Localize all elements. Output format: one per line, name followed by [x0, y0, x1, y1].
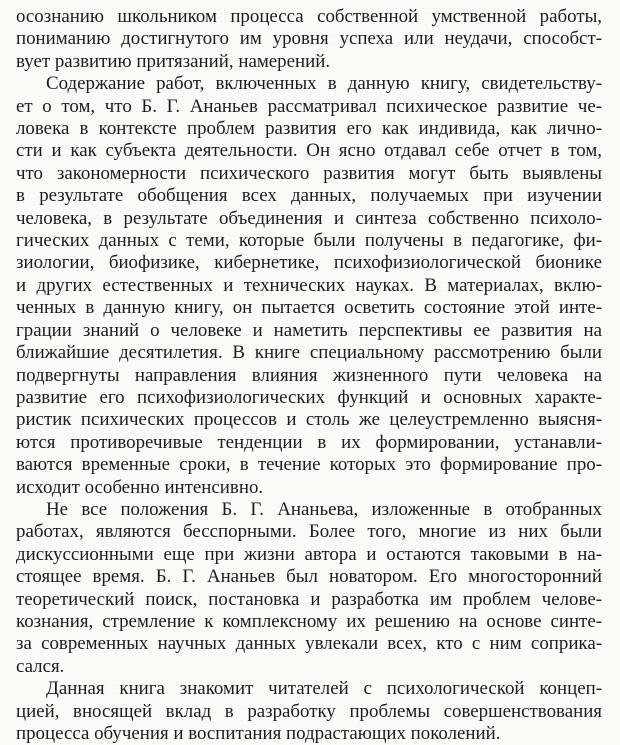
text-line: работах, являются бесспорными. Более того, многие из них были — [16, 521, 602, 543]
text-line: осознанию школьником процесса собственной умственной работы, — [16, 6, 602, 27]
text-line: сти и как субъекта деятельности. Он ясно отдавал себе отчет в том, — [16, 140, 602, 162]
text-line: человека, в результате объединения и синтеза собственно психоло- — [16, 207, 602, 229]
text-line: сался. — [16, 655, 65, 677]
text-line: за современных научных данных увлекали всех, кто с ним соприка- — [16, 633, 602, 655]
paragraph-1 — [16, 6, 602, 73]
text-line: вует развитию притязаний, намерений. — [16, 50, 331, 72]
text-line: цией, вносящей вклад в разработку проблемы совершенствования — [16, 700, 602, 722]
text-line: кознания, стремление к комплексному их решению на основе синте- — [16, 610, 602, 632]
text-line: зиологии, биофизике, кибернетике, психофизиологической бионике — [16, 252, 602, 274]
text-line: дискуссионными еще при жизни автора и остаются таковыми в на- — [16, 543, 602, 565]
text-line: ближайшие десятилетия. В книге специальному рассмотрению были — [16, 342, 602, 364]
text-line: Не все положения Б. Г. Ананьева, изложенные в отобранных — [46, 498, 602, 520]
text-line: ченных в данную книгу, он пытается осветить состояние этой инте- — [16, 297, 602, 319]
text-line: исходит особенно интенсивно. — [16, 476, 264, 498]
text-line: теоретический поиск, постановка и разработка им проблем челове- — [16, 588, 602, 610]
text-line: ристик психических процессов и столь же целеустремленно выясня- — [16, 409, 602, 431]
text-line: Данная книга знакомит читателей с психологической концеп- — [46, 678, 602, 700]
text-line: ваются временные сроки, в течение которых это формирование про- — [16, 454, 602, 476]
text-line: подвергнуты направления влияния жизненного пути человека на — [16, 364, 602, 386]
text-line: процесса обучения и воспитания подрастающих поколений. — [16, 723, 501, 744]
paragraph-4 — [16, 678, 602, 745]
paragraph-3 — [16, 499, 602, 678]
text-line: что закономерности психического развития могут быть выявлены — [16, 162, 602, 184]
text-line: и других естественных и технических науках. В материалах, вклю- — [16, 274, 602, 296]
text-line: ловека в контексте проблем развития его как индивида, как лично- — [16, 118, 602, 140]
text-line: развитие его психофизиологических функций и основных характе- — [16, 386, 602, 408]
text-line: ет о том, что Б. Г. Ананьев рассматривал психическое развитие че- — [16, 95, 602, 117]
text-line: Содержание работ, включенных в данную книгу, свидетельству- — [46, 73, 602, 95]
paragraph-2 — [16, 73, 602, 499]
text-line: стоящее время. Б. Г. Ананьев был новатором. Его многосторонний — [16, 566, 602, 588]
text-line: грации знаний о человеке и наметить перспективы ее развития на — [16, 319, 602, 341]
text-line: в результате обобщения всех данных, получаемых при изучении — [16, 185, 602, 207]
text-line: гических данных с теми, которые были получены в педагогике, фи- — [16, 230, 602, 252]
text-line: пониманию достигнутого им уровня успеха или неудачи, способст- — [16, 28, 602, 50]
text-line: ются противоречивые тенденции в их формировании, устанавли- — [16, 431, 602, 453]
